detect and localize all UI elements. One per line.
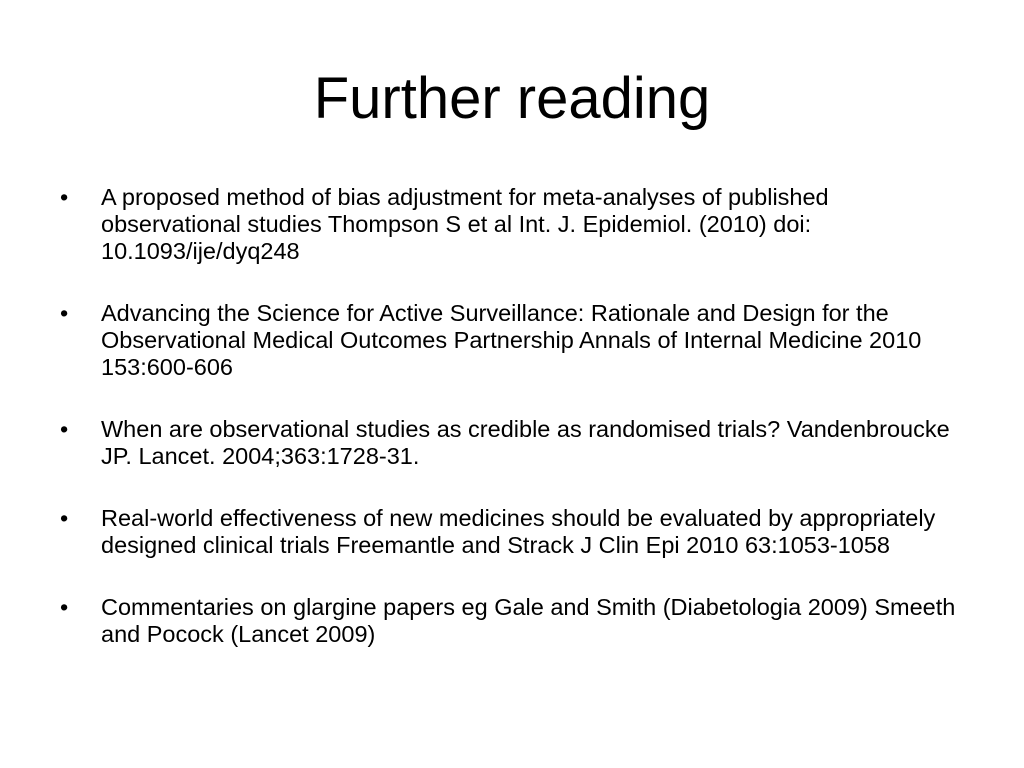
bullet-icon: •: [60, 184, 69, 210]
bullet-icon: •: [60, 416, 69, 442]
reference-text: When are observational studies as credible as randomised trials? Vandenbroucke JP. Lancet. 2004;363:1728-31.: [101, 416, 950, 469]
bullet-icon: •: [60, 300, 69, 326]
reading-item-5: [56, 594, 966, 648]
reading-item-1: [56, 184, 966, 265]
bullet-icon: •: [60, 505, 69, 531]
reference-text: Commentaries on glargine papers eg Gale and Smith (Diabetologia 2009) Smeeth and Pocock (Lancet 2009): [101, 594, 956, 647]
slide-title: Further reading: [313, 66, 711, 131]
reading-item-3: [56, 416, 966, 470]
reading-item-4: [56, 505, 966, 559]
bullet-icon: •: [60, 594, 69, 620]
reference-text: Real-world effectiveness of new medicines should be evaluated by appropriately designed clinical trials Freemantle and Strack J Clin Epi 2010 63:1053-1058: [101, 505, 936, 558]
reading-list: [56, 184, 966, 683]
reading-item-2: [56, 300, 966, 381]
reference-text: Advancing the Science for Active Surveillance: Rationale and Design for the Observational Medical Outcomes Partnership Annals of Internal Medicine 2010 153:600-606: [101, 300, 922, 380]
reference-text: A proposed method of bias adjustment for meta-analyses of published observational studies Thompson S et al Int. J. Epidemiol. (2010) doi: 10.1093/ije/dyq248: [101, 184, 829, 264]
